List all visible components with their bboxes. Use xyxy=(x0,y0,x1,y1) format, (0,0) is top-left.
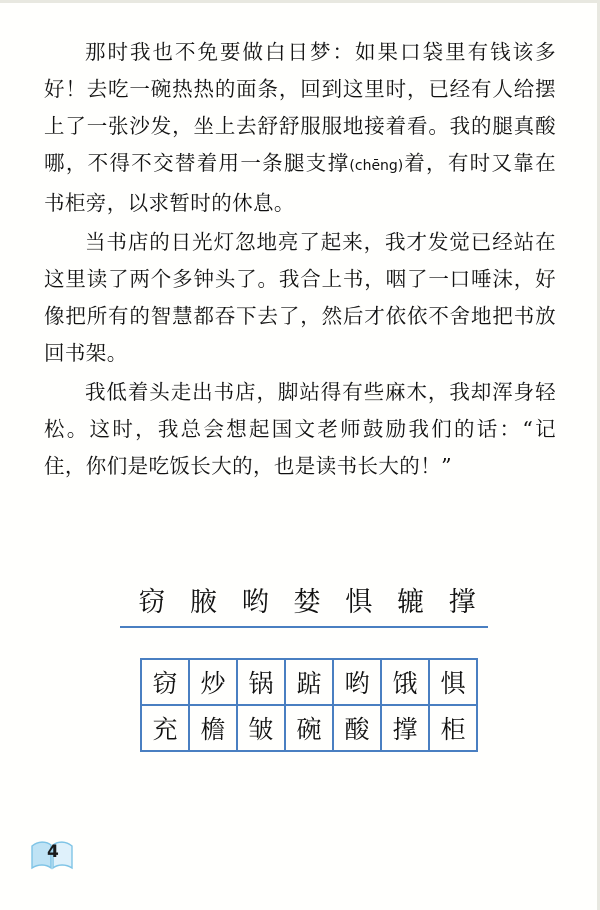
pinyin-annotation: (chēng) xyxy=(349,158,404,174)
new-character: 撑 xyxy=(448,586,476,618)
paragraph-1: 那时我也不免要做白日梦：如果口袋里有钱该多好！去吃一碗热热的面条，回到这里时，已经有人给摆上了一张沙发，坐上去舒舒服服地接着看。我的腿真酸哪，不得不交替着用一条腿支撑(chēng)着，有时又靠在书柜旁，以求暂时的休息。 xyxy=(44,40,556,215)
grid-row xyxy=(142,706,478,752)
new-character: 惧 xyxy=(345,586,373,618)
paragraph-3: 我低着头走出书店，脚站得有些麻木，我却浑身轻松。这时，我总会想起国文老师鼓励我们的话：“记住，你们是吃饭长大的，也是读书长大的！” xyxy=(44,380,556,478)
new-character: 婪 xyxy=(293,586,321,618)
new-character: 腋 xyxy=(190,586,218,618)
grid-character: 炒 xyxy=(190,660,238,706)
grid-row xyxy=(142,660,478,706)
grid-character: 碗 xyxy=(286,706,334,752)
grid-character: 檐 xyxy=(190,706,238,752)
page-edge-top xyxy=(0,0,600,3)
paragraph-2: 当书店的日光灯忽地亮了起来，我才发觉已经站在这里读了两个多钟头了。我合上书，咽了一口唾沫，好像把所有的智慧都吞下去了，然后才依依不舍地把书放回书架。 xyxy=(44,230,556,365)
page-number: 4 xyxy=(47,842,59,862)
grid-character: 锅 xyxy=(238,660,286,706)
grid-character: 充 xyxy=(142,706,190,752)
grid-character: 饿 xyxy=(382,660,430,706)
body-text xyxy=(44,34,556,487)
grid-character: 哟 xyxy=(334,660,382,706)
grid-character: 踮 xyxy=(286,660,334,706)
new-character: 哟 xyxy=(241,586,269,618)
page-footer xyxy=(30,836,120,882)
grid-character: 酸 xyxy=(334,706,382,752)
grid-character: 窃 xyxy=(142,660,190,706)
new-character: 辘 xyxy=(396,586,424,618)
new-character: 窃 xyxy=(138,586,166,618)
character-grid xyxy=(140,658,478,752)
grid-character: 撑 xyxy=(382,706,430,752)
new-character-row xyxy=(120,572,488,628)
character-practice-area xyxy=(120,572,500,752)
grid-character: 柜 xyxy=(430,706,478,752)
grid-character: 惧 xyxy=(430,660,478,706)
grid-character: 皱 xyxy=(238,706,286,752)
